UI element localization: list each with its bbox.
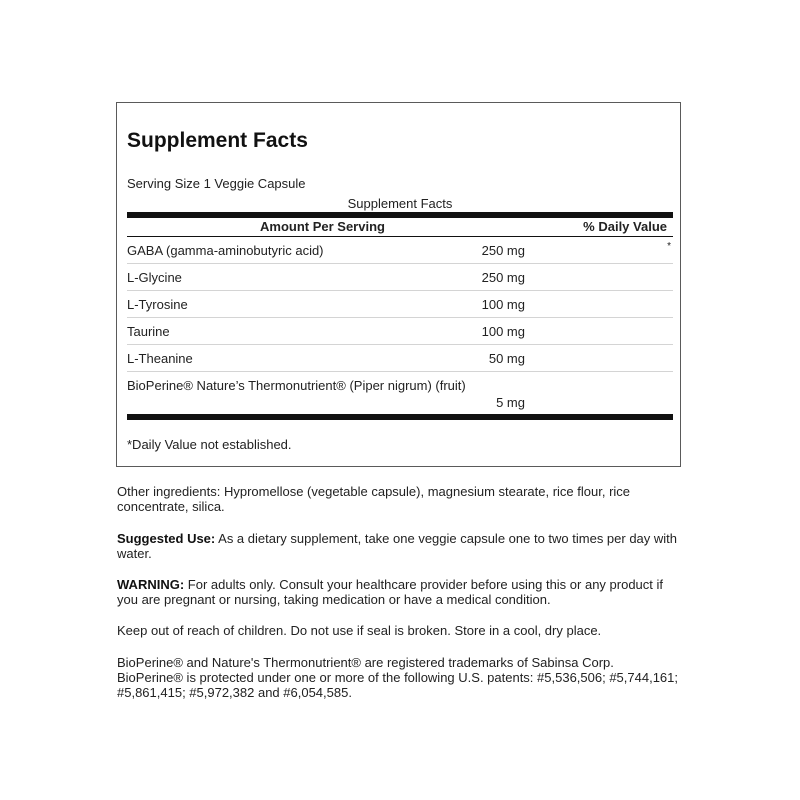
suggested-use xyxy=(117,531,687,561)
table-row xyxy=(127,264,673,291)
patent-line: BioPerine® is protected under one or more of the following U.S. patents: #5,536,506; #5,744,161; #5,861,415; #5,972,382 and #6,054,585. xyxy=(117,670,678,700)
table-row xyxy=(127,318,673,345)
suggested-use-label: Suggested Use: xyxy=(117,531,216,546)
ingredient-name: L-Theanine xyxy=(127,351,193,366)
ingredient-amount: 100 mg xyxy=(481,324,525,339)
ingredient-name: Taurine xyxy=(127,324,170,339)
supplement-facts-panel xyxy=(116,102,681,467)
warning-label: WARNING: xyxy=(117,577,185,592)
suggested-use-text: As a dietary supplement, take one veggie capsule one to two times per day with water. xyxy=(117,531,678,561)
facts-title: Supplement Facts xyxy=(127,129,308,152)
table-row xyxy=(127,372,673,412)
header-daily-value: % Daily Value xyxy=(583,219,667,234)
ingredient-amount: 50 mg xyxy=(488,351,525,366)
table-caption: Supplement Facts xyxy=(347,196,453,211)
daily-value-footnote: *Daily Value not established. xyxy=(127,437,292,452)
trademark-notice xyxy=(117,655,687,700)
ingredient-name: GABA (gamma-aminobutyric acid) xyxy=(127,243,324,258)
trademark-line: BioPerine® and Nature's Thermonutrient® are registered trademarks of Sabinsa Corp. xyxy=(117,655,614,670)
warning xyxy=(117,577,687,607)
ingredient-name: L-Glycine xyxy=(127,270,182,285)
storage-instructions: Keep out of reach of children. Do not use if seal is broken. Store in a cool, dry place. xyxy=(117,623,602,638)
thick-rule-top xyxy=(127,212,673,218)
ingredient-amount: 100 mg xyxy=(481,297,525,312)
other-ingredients: Other ingredients: Hypromellose (vegetable capsule), magnesium stearate, rice flour, rice concentrate, silica. xyxy=(117,484,631,514)
table-row xyxy=(127,237,673,264)
table-row xyxy=(127,291,673,318)
ingredient-daily-value: * xyxy=(667,241,671,252)
ingredient-name: L-Tyrosine xyxy=(127,297,188,312)
ingredient-name: BioPerine® Nature’s Thermonutrient® (Piper nigrum) (fruit) xyxy=(127,378,466,393)
ingredient-amount: 5 mg xyxy=(496,395,525,410)
table-header xyxy=(127,219,673,236)
table-row xyxy=(127,345,673,372)
serving-size: Serving Size 1 Veggie Capsule xyxy=(127,176,306,191)
header-amount-per-serving: Amount Per Serving xyxy=(260,219,385,234)
thick-rule-bottom xyxy=(127,414,673,420)
warning-text: For adults only. Consult your healthcare provider before using this or any product if you are pregnant or nursing, taking medication or have a medical condition. xyxy=(117,577,664,607)
ingredient-amount: 250 mg xyxy=(481,270,525,285)
ingredient-amount: 250 mg xyxy=(481,243,525,258)
